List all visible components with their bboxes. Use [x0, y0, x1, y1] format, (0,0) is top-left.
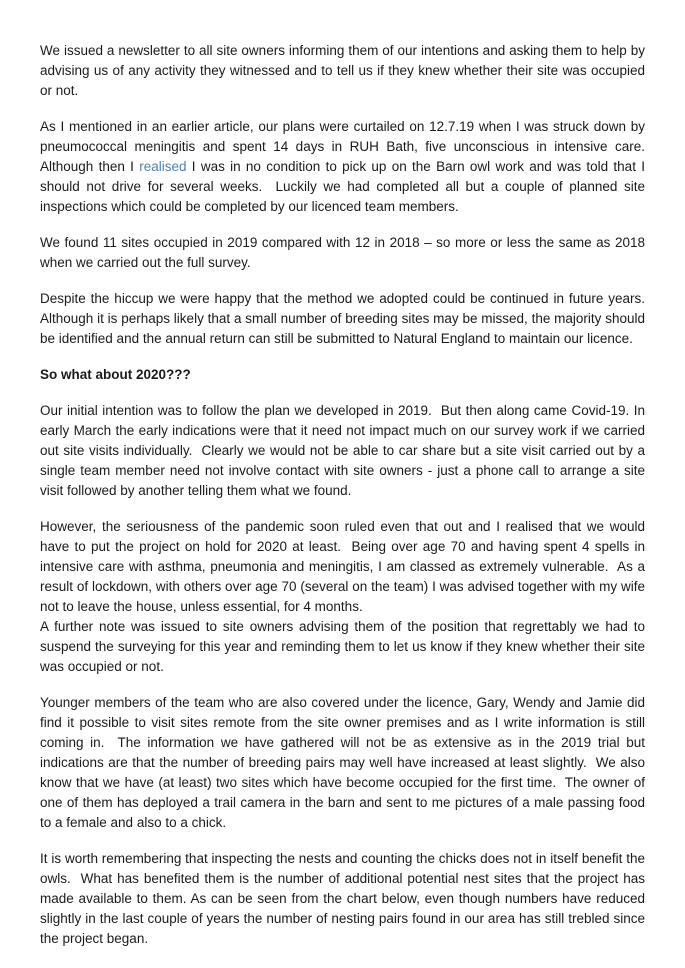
para-benefit-text-run-0: It is worth remembering that inspecting the nests and counting the chicks does not in itself benefit the owls. What has benefited them is the number of additional potential nest sites that the project has made available to them. As can be seen from the chart below, even though numbers have reduced slightly in the last couple of years the number of nesting pairs found in our area has still trebled since the project began.: [40, 851, 649, 946]
para-method: [40, 289, 653, 349]
para-further-note-text-run-0: A further note was issued to site owners advising them of the position that regrettably we had to suspend the surveying for this year and reminding them to let us know if they knew whether their site was occupied or not.: [40, 619, 649, 674]
para-further-note: [40, 617, 649, 677]
heading-2020: [40, 365, 645, 385]
heading-2020-text-run-0: So what about 2020???: [40, 367, 191, 382]
para-pandemic: [40, 517, 649, 617]
para-benefit: [40, 849, 649, 949]
para-initial-intention-text-run-0: Our initial intention was to follow the plan we developed in 2019. But then along came Covid-19. In early March the early indications were that it need not impact much on our survey work if we carried out site visits individually. Clearly we would not be able to car share but a site visit carried out by a single team member need not involve contact with site owners - just a phone call to arrange a site visit followed by another telling them what we found.: [40, 403, 649, 498]
para-initial-intention: [40, 401, 649, 501]
document-body: [40, 41, 653, 949]
para-illness-text-run-0: As I mentioned in an earlier article, our plans were curtailed on 12.7.19 when I was struck down by pneumococcal meningitis and spent 14 days in RUH Bath, five unconscious in intensive care. Although then I: [40, 119, 653, 174]
para-sites-2019: [40, 233, 649, 273]
para-illness-text-run-2: I was in no condition to pick up on the Barn owl work and was told that I should not drive for several weeks. Luckily we had completed all but a couple of planned site inspections which could be completed by our licenced team members.: [40, 159, 649, 214]
para-pandemic-text-run-0: However, the seriousness of the pandemic soon ruled even that out and I realised that we would have to put the project on hold for 2020 at least. Being over age 70 and having spent 4 spells in intensive care with asthma, pneumonia and meningitis, I am classed as extremely vulnerable. As a result of lockdown, with others over age 70 (several on the team) I was advised together with my wife not to leave the house, unless essential, for 4 months.: [40, 519, 649, 614]
para-younger-members-text-run-0: Younger members of the team who are also covered under the licence, Gary, Wendy and Jamie did find it possible to visit sites remote from the site owner premises and as I write information is still coming in. The information we have gathered will not be as extensive as in the 2019 trial but indications are that the number of breeding pairs may well have increased at least slightly. We also know that we have (at least) two sites which have become occupied for the first time. The owner of one of them has deployed a trail camera in the barn and sent to me pictures of a male passing food to a female and also to a chick.: [40, 695, 649, 830]
realised-hyperlink[interactable]: realised: [139, 159, 187, 174]
para-newsletter-text-run-0: We issued a newsletter to all site owners informing them of our intentions and asking them to help by advising us of any activity they witnessed and to tell us if they knew whether their site was occupied or not.: [40, 43, 649, 98]
para-newsletter: [40, 41, 649, 101]
para-method-text-run-0: Despite the hiccup we were happy that the method we adopted could be continued in future years. Although it is perhaps likely that a small number of breeding sites may be missed, the majority should be identified and the annual return can still be submitted to Natural England to maintain our licence.: [40, 291, 653, 346]
para-illness: [40, 117, 653, 217]
para-younger-members: [40, 693, 649, 833]
para-sites-2019-text-run-0: We found 11 sites occupied in 2019 compared with 12 in 2018 – so more or less the same as 2018 when we carried out the full survey.: [40, 235, 649, 270]
